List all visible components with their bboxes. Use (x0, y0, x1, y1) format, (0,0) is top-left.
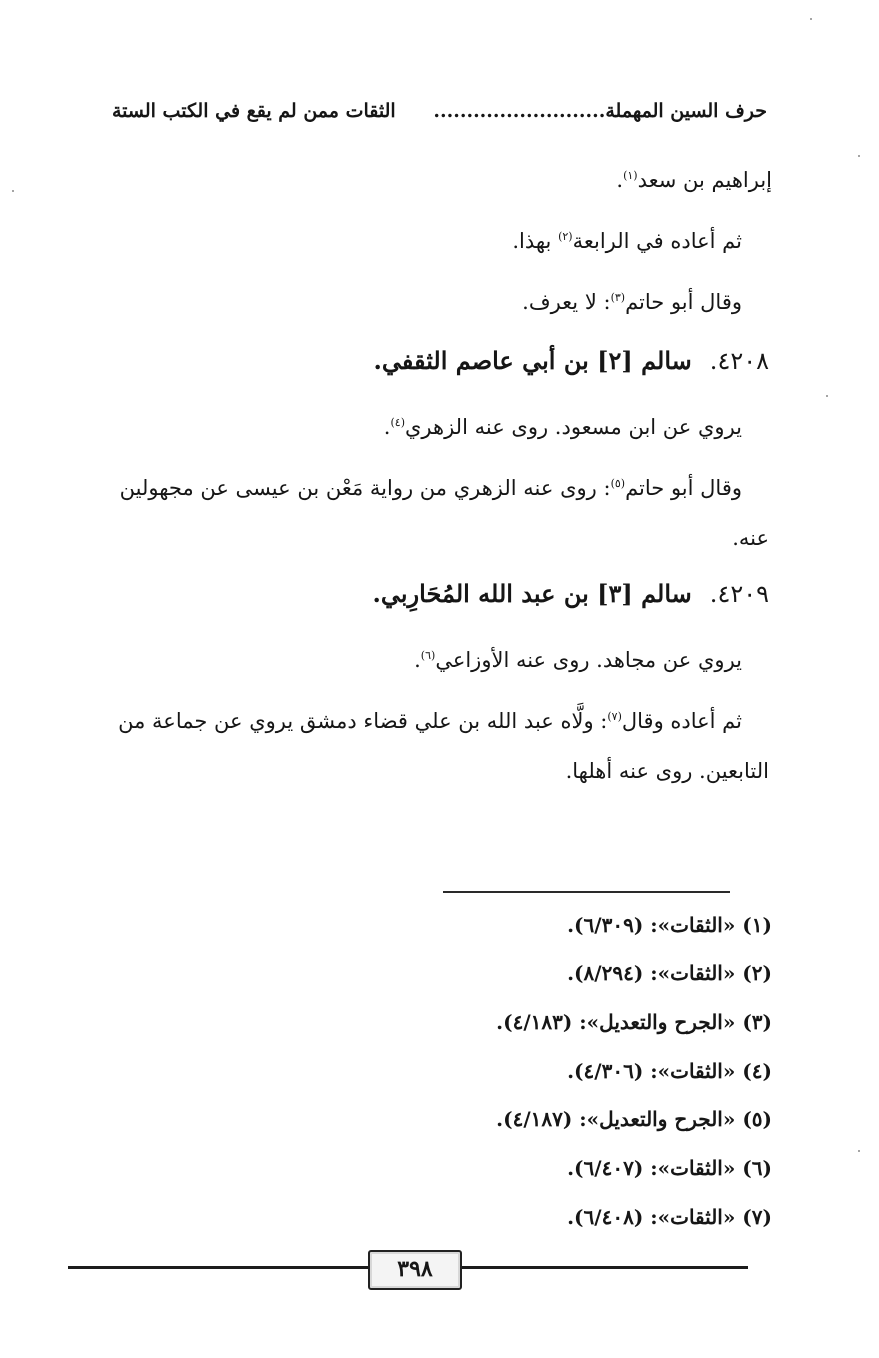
scan-speck (810, 18, 812, 20)
entry-number: ٤٢٠٩. (709, 580, 769, 608)
footnote-ref: (٥) (610, 477, 626, 490)
footnote: (٢) «الثقات»: (٨/٢٩٤). (567, 961, 772, 985)
paragraph: يروي عن مجاهد. روى عنه الأوزاعي$^{(٦)}$. (414, 648, 742, 672)
footnote-ref: (٢) (558, 230, 573, 243)
entry-number: ٤٢٠٨. (709, 347, 769, 375)
entry-heading (373, 579, 769, 608)
footnote-ref: (١) (623, 169, 638, 182)
paragraph: ثم أعاده وقال$^{(٧)}$: ولَّاه عبد الله بن علي قضاء دمشق يروي عن جماعة من (118, 709, 742, 733)
footer-rule-right (458, 1266, 748, 1269)
running-head-chapter: حرف السين المهملة.......................... (433, 100, 767, 122)
running-head-book-title: الثقات ممن لم يقع في الكتب الستة (112, 100, 396, 122)
footnote-separator (443, 891, 730, 893)
footnote: (٦) «الثقات»: (٦/٤٠٧). (567, 1156, 772, 1180)
footnote: (٧) «الثقات»: (٦/٤٠٨). (567, 1205, 772, 1229)
footnote-ref: (٦) (420, 649, 436, 662)
paragraph-continuation: التابعين. روى عنه أهلها. (565, 759, 769, 783)
entry-heading (374, 346, 769, 375)
paragraph: إبراهيم بن سعد$^{(١)}$. (616, 168, 772, 192)
paragraph: ثم أعاده في الرابعة$^{(٢)}$ بهذا. (512, 229, 742, 253)
footnote-ref: (٣) (610, 291, 626, 304)
footnote: (٣) «الجرح والتعديل»: (٤/١٨٣). (496, 1010, 772, 1034)
footnote: (٥) «الجرح والتعديل»: (٤/١٨٧). (496, 1107, 772, 1131)
footnote: (١) «الثقات»: (٦/٣٠٩). (567, 913, 772, 937)
entry-title: سالم [٢] بن أبي عاصم الثقفي. (373, 346, 692, 375)
footnote: (٤) «الثقات»: (٤/٣٠٦). (567, 1059, 772, 1083)
entry-title: سالم [٣] بن عبد الله المُحَارِبي. (372, 579, 692, 608)
scan-speck (858, 1150, 860, 1152)
scan-speck (858, 155, 860, 157)
footer-rule-left (68, 1266, 368, 1269)
running-head (112, 100, 767, 130)
paragraph: يروي عن ابن مسعود. روى عنه الزهري$^{(٤)}$. (383, 415, 742, 439)
footnote-ref: (٤) (390, 416, 405, 429)
page-number: ٣٩٨ (368, 1250, 462, 1290)
paragraph: وقال أبو حاتم$^{(٥)}$: روى عنه الزهري من رواية مَعْن بن عيسى عن مجهولين (119, 476, 742, 500)
paragraph: وقال أبو حاتم$^{(٣)}$: لا يعرف. (522, 290, 742, 314)
scan-speck (12, 190, 14, 192)
paragraph-continuation: عنه. (732, 526, 769, 550)
scan-speck (826, 395, 828, 397)
footnote-ref: (٧) (607, 710, 622, 723)
